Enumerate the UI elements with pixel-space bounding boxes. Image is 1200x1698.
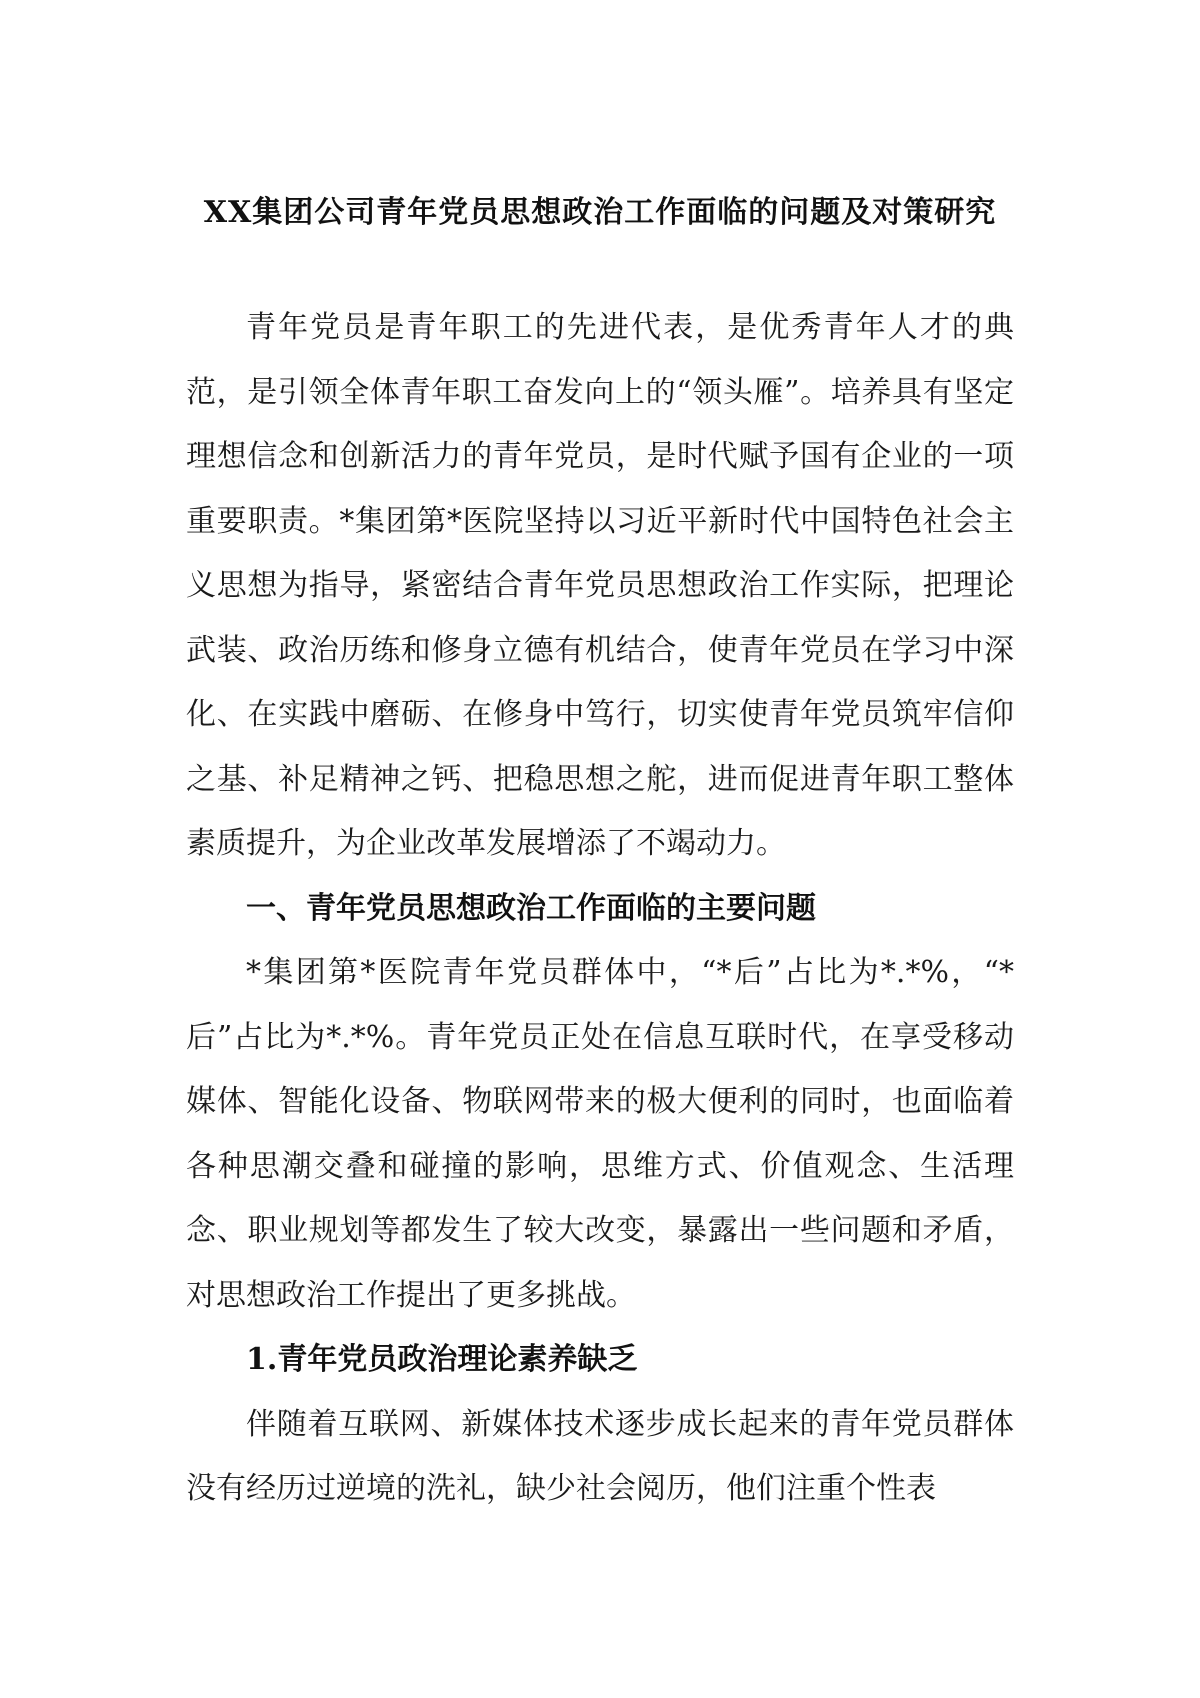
subsection-heading: 1.青年党员政治理论素养缺乏 (246, 1342, 638, 1377)
document-body (186, 296, 1014, 1522)
body-paragraph: 伴随着互联网、新媒体技术逐步成长起来的青年党员群体没有经历过逆境的洗礼，缺少社会阅历，他们注重个性表 (186, 1406, 1014, 1506)
body-paragraph: *集团第*医院青年党员群体中，“*后”占比为*.*%，“*后”占比为*.*%。青年党员正处在信息互联时代，在享受移动媒体、智能化设备、物联网带来的极大便利的同时，也面临着各种思潮交叠和碰撞的影响，思维方式、价值观念、生活理念、职业规划等都发生了较大改变，暴露出一些问题和矛盾，对思想政治工作提出了更多挑战。 (186, 955, 1014, 1313)
document-title: XX集团公司青年党员思想政治工作面临的问题及对策研究 (203, 195, 997, 230)
section-heading: 一、青年党员思想政治工作面临的主要问题 (246, 890, 816, 926)
body-paragraph: 青年党员是青年职工的先进代表，是优秀青年人才的典范，是引领全体青年职工奋发向上的“领头雁”。培养具有坚定理想信念和创新活力的青年党员，是时代赋予国有企业的一项重要职责。*集团第*医院坚持以习近平新时代中国特色社会主义思想为指导，紧密结合青年党员思想政治工作实际，把理论武装、政治历练和修身立德有机结合，使青年党员在学习中深化、在实践中磨砺、在修身中笃行，切实使青年党员筑牢信仰之基、补足精神之钙、把稳思想之舵，进而促进青年职工整体素质提升，为企业改革发展增添了不竭动力。 (186, 310, 1014, 861)
